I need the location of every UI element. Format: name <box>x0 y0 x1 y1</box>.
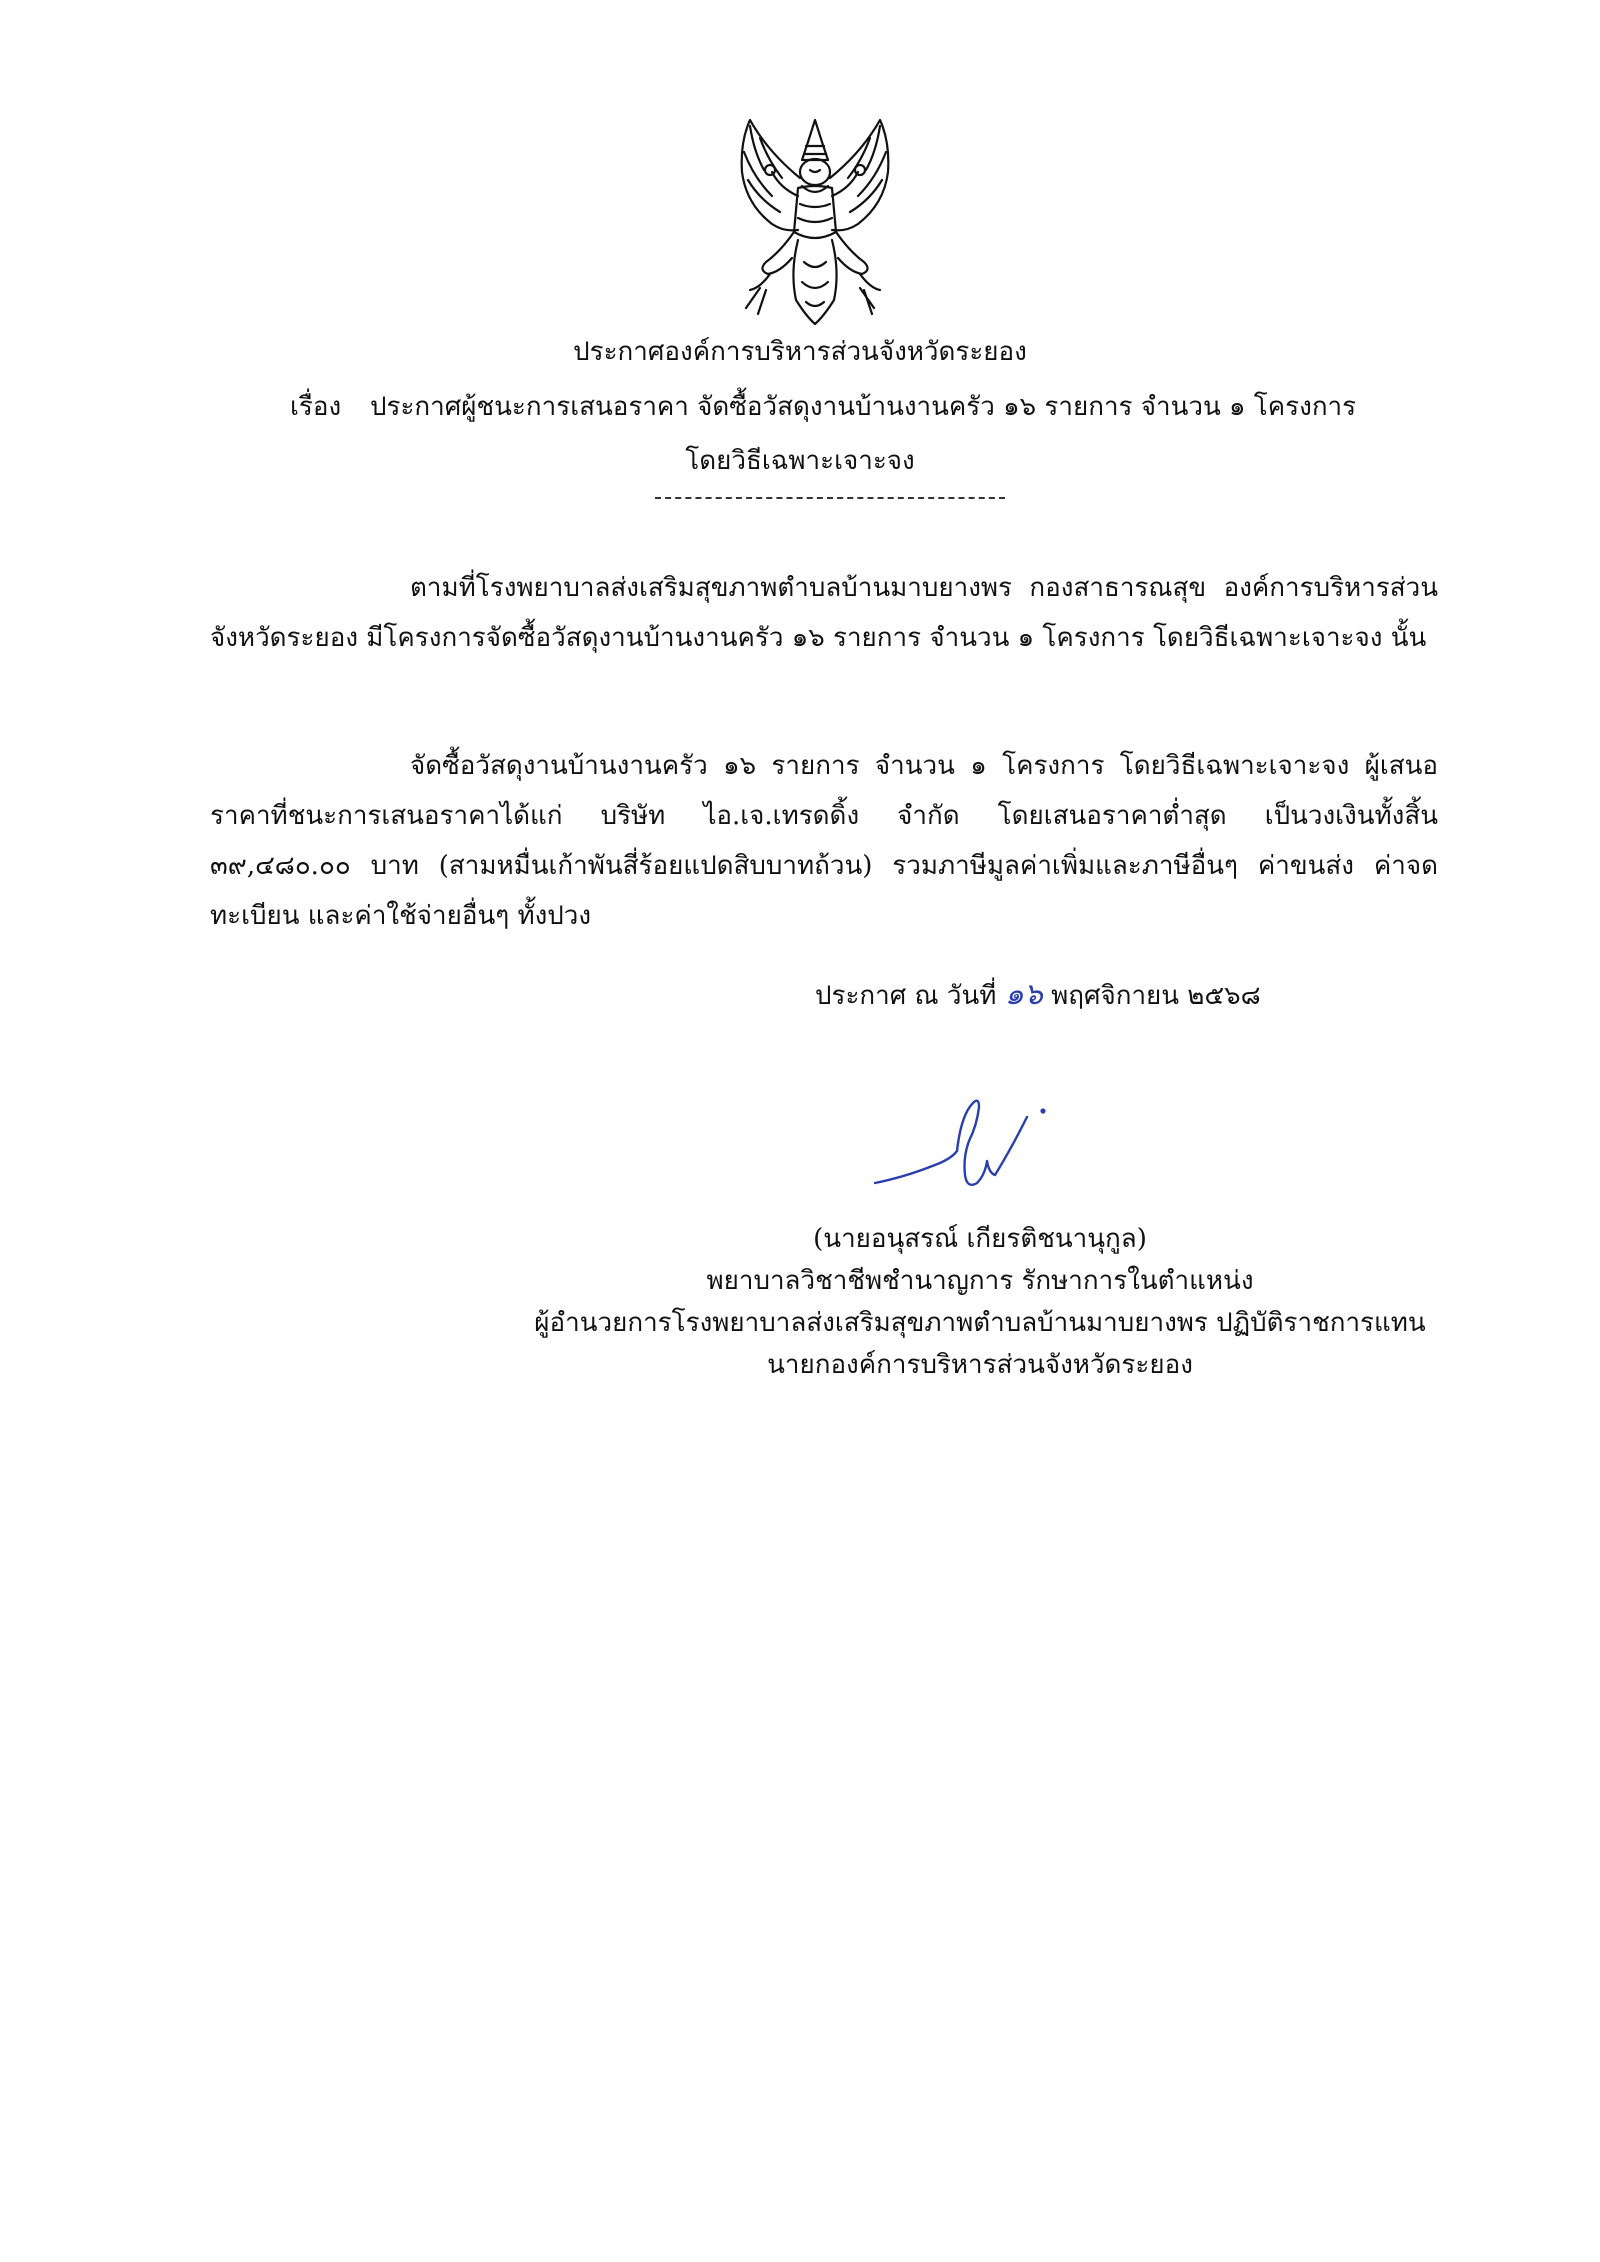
signatory-block <box>480 1218 1480 1386</box>
subject-line <box>290 390 1356 424</box>
signatory-position-1: พยาบาลวิชาชีพชำนาญการ รักษาการในตำแหน่ง <box>706 1266 1254 1296</box>
date-prefix: ประกาศ ณ วันที่ <box>815 981 997 1011</box>
paragraph-1 <box>210 563 1438 663</box>
separator-dashes <box>655 497 1005 499</box>
subject-text: ประกาศผู้ชนะการเสนอราคา จัดซื้อวัสดุงานบ้านงานครัว ๑๖ รายการ จำนวน ๑ โครงการ <box>370 392 1357 422</box>
subject-label: เรื่อง <box>290 392 342 422</box>
subject-method: โดยวิธีเฉพาะเจาะจง <box>685 446 915 476</box>
signatory-position-3: นายกองค์การบริหารส่วนจังหวัดระยอง <box>767 1350 1193 1380</box>
announcement-date <box>815 978 1261 1013</box>
handwritten-signature <box>865 1085 1095 1215</box>
announcement-title: ประกาศองค์การบริหารส่วนจังหวัดระยอง <box>573 337 1027 367</box>
paragraph-1-text: ตามที่โรงพยาบาลส่งเสริมสุขภาพตำบลบ้านมาบยางพร กองสาธารณสุข องค์การบริหารส่วนจังหวัดระยอง มีโครงการจัดซื้อวัสดุงานบ้านงานครัว ๑๖ รายการ จำนวน ๑ โครงการ โดยวิธีเฉพาะเจาะจง นั้น <box>210 573 1438 653</box>
signatory-name: (นายอนุสรณ์ เกียรติชนานุกูล) <box>813 1224 1147 1254</box>
date-month-year: พฤศจิกายน ๒๕๖๘ <box>1051 981 1261 1011</box>
date-day: ๑๖ <box>1004 977 1043 1012</box>
garuda-emblem-icon <box>720 112 910 330</box>
paragraph-2 <box>210 741 1438 941</box>
signatory-position-2: ผู้อำนวยการโรงพยาบาลส่งเสริมสุขภาพตำบลบ้านมาบยางพร ปฏิบัติราชการแทน <box>534 1308 1426 1338</box>
paragraph-2-text: จัดซื้อวัสดุงานบ้านงานครัว ๑๖ รายการ จำนวน ๑ โครงการ โดยวิธีเฉพาะเจาะจง ผู้เสนอราคาที่ชนะการเสนอราคาได้แก่ บริษัท ไอ.เจ.เทรดดิ้ง จำกัด โดยเสนอราคาต่ำสุด เป็นวงเงินทั้งสิ้น ๓๙,๔๘๐.๐๐ บาท (สามหมื่นเก้าพันสี่ร้อยแปดสิบบาทถ้วน) รวมภาษีมูลค่าเพิ่มและภาษีอื่นๆ ค่าขนส่ง ค่าจดทะเบียน และค่าใช้จ่ายอื่นๆ ทั้งปวง <box>210 751 1438 931</box>
